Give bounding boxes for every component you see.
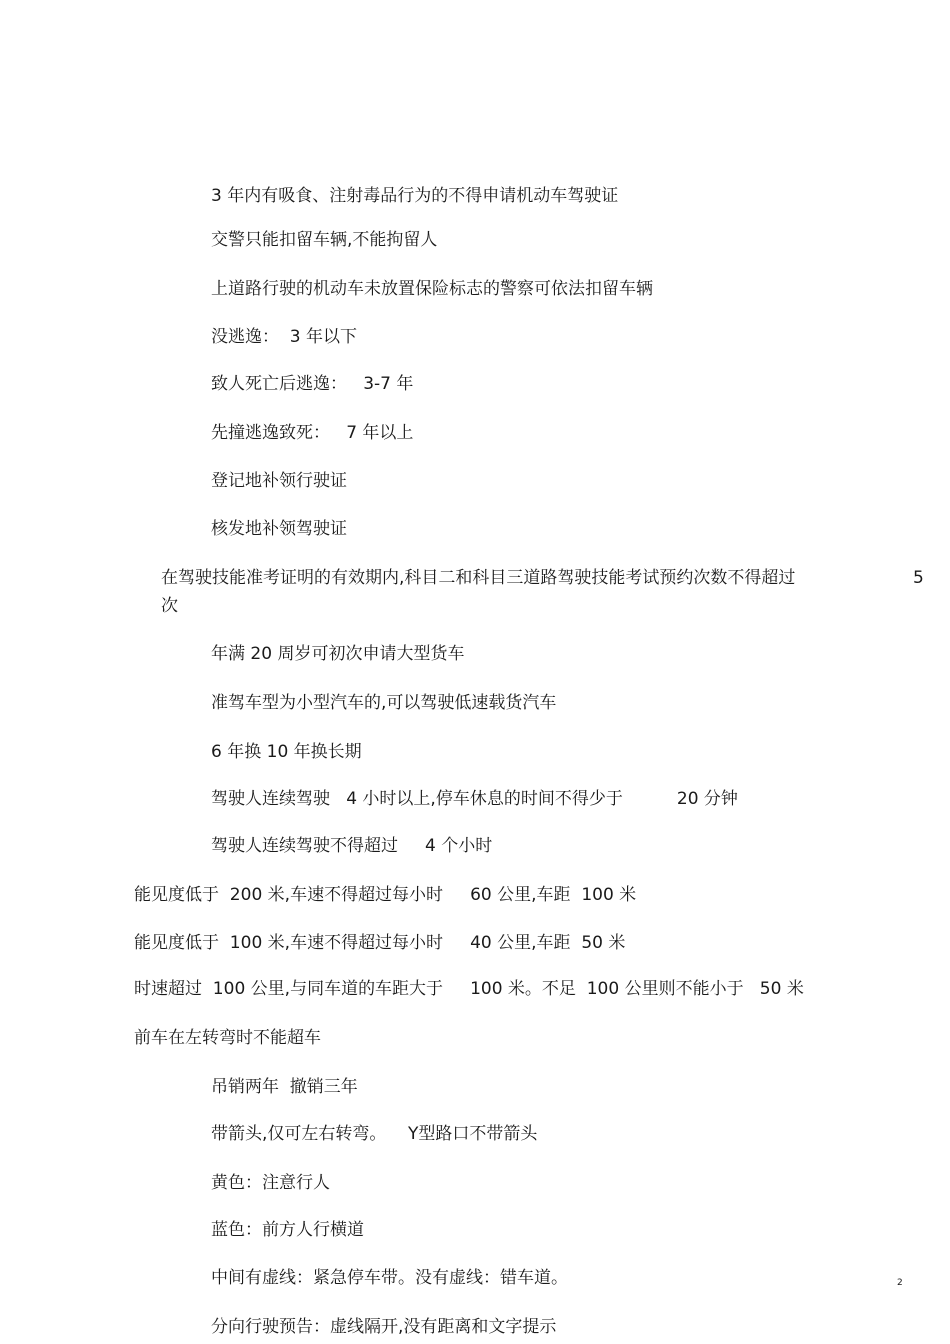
text-line: 年满 20 周岁可初次申请大型货车: [211, 644, 465, 664]
text-line: 6 年换 10 年换长期: [211, 742, 362, 762]
text-line: 上道路行驶的机动车未放置保险标志的警察可依法扣留车辆: [211, 279, 653, 299]
text-line: 3 年内有吸食、注射毒品行为的不得申请机动车驾驶证: [211, 186, 619, 206]
text-line: 核发地补领驾驶证: [211, 519, 347, 539]
text-line: 分向行驶预告：虚线隔开,没有距离和文字提示: [211, 1317, 557, 1337]
text-line: 带箭头,仅可左右转弯。 Y型路口不带箭头: [211, 1124, 538, 1144]
text-line: 驾驶人连续驾驶 4 小时以上,停车休息的时间不得少于 20 分钟: [211, 789, 738, 809]
text-line: 交警只能扣留车辆,不能拘留人: [211, 230, 438, 250]
text-line: 能见度低于 200 米,车速不得超过每小时 60 公里,车距 100 米: [134, 885, 637, 905]
text-line: 中间有虚线：紧急停车带。没有虚线：错车道。: [211, 1268, 568, 1288]
text-line: 准驾车型为小型汽车的,可以驾驶低速载货汽车: [211, 693, 557, 713]
text-line: 吊销两年 撤销三年: [211, 1077, 358, 1097]
text-line: 黄色：注意行人: [211, 1173, 330, 1193]
text-line: 致人死亡后逃逸： 3-7 年: [211, 374, 414, 394]
text-line: 登记地补领行驶证: [211, 471, 347, 491]
text-line: 能见度低于 100 米,车速不得超过每小时 40 公里,车距 50 米: [134, 933, 626, 953]
text-line: 蓝色：前方人行横道: [211, 1220, 364, 1240]
text-line: 次: [161, 596, 178, 616]
text-line: 没逃逸： 3 年以下: [211, 327, 358, 347]
text-line: 驾驶人连续驾驶不得超过 4 个小时: [211, 836, 493, 856]
text-line: 前车在左转弯时不能超车: [134, 1028, 321, 1048]
text-line: 时速超过 100 公里,与同车道的车距大于 100 米。不足 100 公里则不能小于 50 米: [134, 979, 804, 999]
text-number: 5: [913, 568, 924, 588]
text-line: 先撞逃逸致死： 7 年以上: [211, 423, 414, 443]
page-number: 2: [897, 1278, 903, 1288]
text-line: 在驾驶技能准考证明的有效期内,科目二和科目三道路驾驶技能考试预约次数不得超过: [161, 568, 796, 588]
